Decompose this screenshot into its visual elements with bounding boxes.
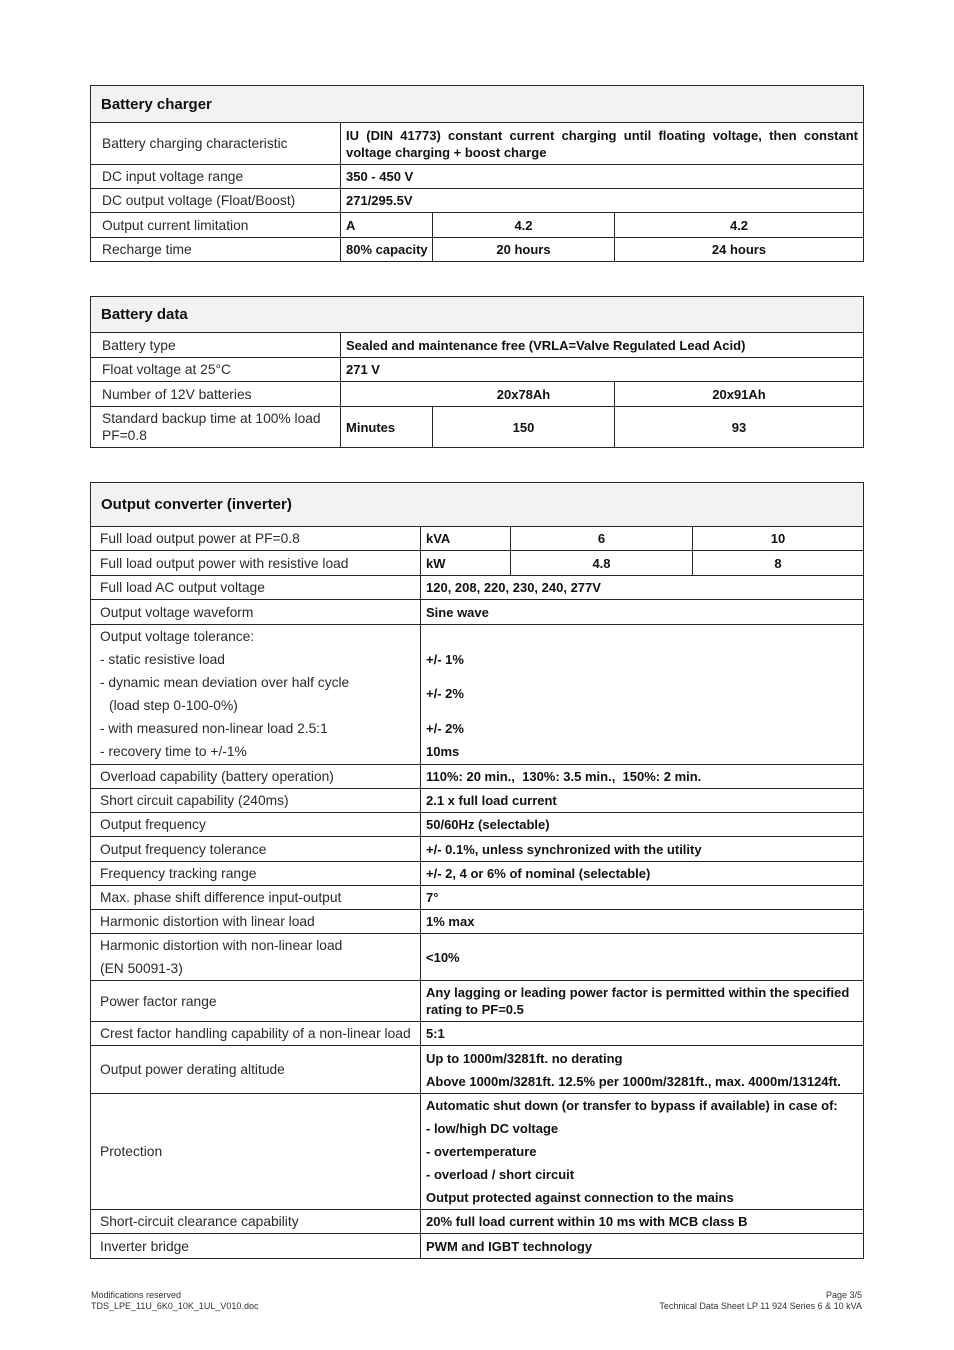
harmonic-linear-label: Harmonic distortion with linear load	[91, 910, 421, 934]
waveform-label: Output voltage waveform	[91, 600, 421, 625]
recharge-time-value-10kva: 24 hours	[615, 238, 864, 262]
footer-modifications-note: Modifications reserved	[91, 1290, 182, 1300]
recovery-time-value: 10ms	[426, 744, 460, 759]
backup-time-row	[91, 407, 864, 448]
harmonic-nonlinear-value: <10%	[421, 934, 864, 981]
output-power-resistive-value-10kva: 8	[693, 551, 864, 576]
protection-line-5: Output protected against connection to the mains	[426, 1190, 734, 1205]
output-frequency-label: Output frequency	[91, 813, 421, 837]
battery-type-value: Sealed and maintenance free (VRLA=Valve Regulated Lead Acid)	[341, 333, 864, 358]
float-voltage-row	[91, 358, 864, 382]
number-of-batteries-row	[91, 382, 864, 407]
short-circuit-clearance-value: 20% full load current within 10 ms with MCB class B	[421, 1210, 864, 1234]
ac-output-voltage-row	[91, 576, 864, 600]
power-factor-line-2: rating to PF=0.5	[426, 1002, 524, 1017]
harmonic-linear-value: 1% max	[421, 910, 864, 934]
ac-output-voltage-value: 120, 208, 220, 230, 240, 277V	[421, 576, 864, 600]
voltage-tolerance-heading: Output voltage tolerance:	[100, 629, 255, 644]
dynamic-deviation-note: (load step 0-100-0%)	[109, 698, 238, 713]
charging-characteristic-line-1: IU (DIN 41773) constant current charging until floating voltage, then constant	[346, 127, 859, 143]
frequency-tolerance-label: Output frequency tolerance	[91, 837, 421, 862]
output-current-limitation-value-10kva: 4.2	[615, 213, 864, 238]
battery-charger-title: Battery charger	[91, 86, 864, 123]
protection-line-3: - overtemperature	[426, 1144, 537, 1159]
backup-time-unit: Minutes	[341, 407, 433, 448]
short-circuit-row	[91, 789, 864, 813]
frequency-tracking-label: Frequency tracking range	[91, 862, 421, 886]
harmonic-nonlinear-label-line-1: Harmonic distortion with non-linear load	[100, 938, 343, 953]
output-power-resistive-unit: kW	[421, 551, 511, 576]
battery-type-row	[91, 333, 864, 358]
nonlinear-load-label: - with measured non-linear load 2.5:1	[100, 721, 328, 736]
output-converter-table	[90, 482, 864, 1259]
number-of-batteries-label: Number of 12V batteries	[91, 382, 341, 407]
static-load-tolerance: +/- 1%	[426, 652, 464, 667]
number-of-batteries-value-10kva: 20x91Ah	[615, 382, 864, 407]
dc-input-voltage-value: 350 - 450 V	[341, 165, 864, 189]
dynamic-deviation-tolerance: +/- 2%	[426, 686, 464, 701]
recovery-time-label: - recovery time to +/-1%	[100, 744, 247, 759]
dc-output-voltage-value: 271/295.5V	[341, 189, 864, 213]
charging-characteristic-value	[341, 123, 864, 165]
derating-altitude-line-1: Up to 1000m/3281ft. no derating	[426, 1050, 623, 1066]
overload-value: 110%: 20 min., 130%: 3.5 min., 150%: 2 min.	[421, 765, 864, 789]
protection-line-2: - low/high DC voltage	[426, 1121, 559, 1136]
phase-shift-row	[91, 886, 864, 910]
inverter-bridge-value: PWM and IGBT technology	[421, 1234, 864, 1259]
output-power-resistive-value-6kva: 4.8	[511, 551, 693, 576]
short-circuit-label: Short circuit capability (240ms)	[91, 789, 421, 813]
output-power-pf-unit: kVA	[421, 527, 511, 551]
charging-characteristic-line-2: voltage charging + boost charge	[346, 144, 547, 160]
harmonic-nonlinear-label	[91, 934, 421, 981]
output-power-pf-row	[91, 527, 864, 551]
frequency-tolerance-row	[91, 837, 864, 862]
harmonic-nonlinear-row	[91, 934, 864, 981]
output-converter-title: Output converter (inverter)	[91, 483, 864, 527]
power-factor-row	[91, 981, 864, 1022]
nonlinear-load-tolerance: +/- 2%	[426, 721, 464, 736]
static-load-label: - static resistive load	[100, 652, 225, 667]
waveform-row	[91, 600, 864, 625]
footer-page-number: Page 3/5	[825, 1290, 862, 1300]
frequency-tracking-row	[91, 862, 864, 886]
output-current-limitation-label: Output current limitation	[91, 213, 341, 238]
overload-row	[91, 765, 864, 789]
power-factor-label: Power factor range	[91, 981, 421, 1022]
output-power-pf-value-6kva: 6	[511, 527, 693, 551]
output-power-pf-label: Full load output power at PF=0.8	[91, 527, 421, 551]
dc-input-voltage-label: DC input voltage range	[91, 165, 341, 189]
crest-factor-row	[91, 1022, 864, 1046]
recharge-time-value-6kva: 20 hours	[433, 238, 615, 262]
voltage-tolerance-values	[421, 625, 864, 765]
charging-characteristic-row	[91, 123, 864, 165]
inverter-bridge-row	[91, 1234, 864, 1259]
short-circuit-clearance-label: Short-circuit clearance capability	[91, 1210, 421, 1234]
battery-charger-table	[90, 85, 864, 262]
output-current-limitation-value-6kva: 4.2	[433, 213, 615, 238]
number-of-batteries-value-6kva: 20x78Ah	[341, 382, 615, 407]
voltage-tolerance-heading-spacer	[426, 625, 858, 648]
crest-factor-label: Crest factor handling capability of a non-linear load	[91, 1022, 421, 1046]
battery-charger-header-row	[91, 86, 864, 123]
voltage-tolerance-row	[91, 625, 864, 765]
derating-altitude-value	[421, 1046, 864, 1094]
protection-value	[421, 1094, 864, 1210]
inverter-bridge-label: Inverter bridge	[91, 1234, 421, 1259]
short-circuit-clearance-row	[91, 1210, 864, 1234]
backup-time-value-6kva: 150	[433, 407, 615, 448]
harmonic-nonlinear-label-line-2: (EN 50091-3)	[100, 961, 183, 976]
dc-input-voltage-row	[91, 165, 864, 189]
backup-time-label	[91, 407, 341, 448]
output-current-limitation-unit: A	[341, 213, 433, 238]
float-voltage-label: Float voltage at 25°C	[91, 358, 341, 382]
battery-data-table	[90, 296, 864, 448]
float-voltage-value: 271 V	[341, 358, 864, 382]
recharge-time-label: Recharge time	[91, 238, 341, 262]
output-power-pf-value-10kva: 10	[693, 527, 864, 551]
footer-right	[659, 1290, 862, 1312]
battery-type-label: Battery type	[91, 333, 341, 358]
output-power-resistive-row	[91, 551, 864, 576]
output-current-limitation-row	[91, 213, 864, 238]
ac-output-voltage-label: Full load AC output voltage	[91, 576, 421, 600]
harmonic-linear-row	[91, 910, 864, 934]
output-converter-header-row	[91, 483, 864, 527]
phase-shift-label: Max. phase shift difference input-output	[91, 886, 421, 910]
battery-data-title: Battery data	[91, 297, 864, 333]
output-frequency-value: 50/60Hz (selectable)	[421, 813, 864, 837]
backup-time-label-text: Standard backup time at 100% load PF=0.8	[102, 411, 321, 443]
footer-document-title: Technical Data Sheet LP 11 924 Series 6 & 10 kVA	[659, 1301, 862, 1311]
frequency-tolerance-value: +/- 0.1%, unless synchronized with the utility	[421, 837, 864, 862]
recharge-time-row	[91, 238, 864, 262]
voltage-tolerance-labels	[91, 625, 421, 765]
phase-shift-value: 7°	[421, 886, 864, 910]
crest-factor-value: 5:1	[421, 1022, 864, 1046]
protection-line-4: - overload / short circuit	[426, 1167, 575, 1182]
dc-output-voltage-label: DC output voltage (Float/Boost)	[91, 189, 341, 213]
backup-time-value-10kva: 93	[615, 407, 864, 448]
footer-left	[91, 1290, 258, 1312]
derating-altitude-label: Output power derating altitude	[91, 1046, 421, 1094]
frequency-tracking-value: +/- 2, 4 or 6% of nominal (selectable)	[421, 862, 864, 886]
battery-data-header-row	[91, 297, 864, 333]
power-factor-line-1: Any lagging or leading power factor is permitted within the specified	[426, 985, 850, 1000]
waveform-value: Sine wave	[421, 600, 864, 625]
dc-output-voltage-row	[91, 189, 864, 213]
recharge-time-condition: 80% capacity	[341, 238, 433, 262]
charging-characteristic-label: Battery charging characteristic	[91, 123, 341, 165]
protection-row	[91, 1094, 864, 1210]
output-frequency-row	[91, 813, 864, 837]
protection-line-1: Automatic shut down (or transfer to bypass if available) in case of:	[426, 1098, 838, 1113]
overload-label: Overload capability (battery operation)	[91, 765, 421, 789]
output-power-resistive-label: Full load output power with resistive load	[91, 551, 421, 576]
derating-altitude-line-2: Above 1000m/3281ft. 12.5% per 1000m/3281ft., max. 4000m/13124ft.	[426, 1073, 841, 1089]
footer-file-name: TDS_LPE_11U_6K0_10K_1UL_V010.doc	[91, 1301, 259, 1311]
protection-label: Protection	[91, 1094, 421, 1210]
short-circuit-value: 2.1 x full load current	[421, 789, 864, 813]
power-factor-value	[421, 981, 864, 1022]
derating-altitude-row	[91, 1046, 864, 1094]
dynamic-deviation-label: - dynamic mean deviation over half cycle	[100, 675, 350, 690]
